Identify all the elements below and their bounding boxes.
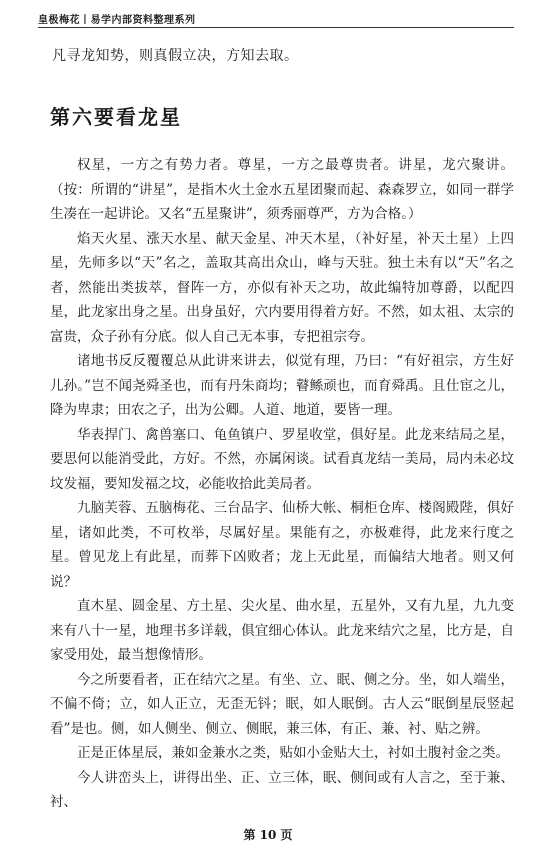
paragraph: 焰天火星、涨天水星、献天金星、冲天木星，（补好星，补天土星）上四星，先师多以“天”名之，盖取其高出众山，峰与天驻。独土未有以“天”名之者，然能出类拔萃，督阵一方，亦似有补天之功，故此编特加尊爵，以配四星，此龙家出身之星。出身虽好，穴内要用得着方好。不然，如太祖、太宗的富贵，众子孙有分底。似人自己无本事，专把祖宗夸。 — [50, 230, 514, 345]
paragraph: 权星，一方之有势力者。尊星，一方之最尊贵者。讲星，龙穴聚讲。（按：所谓的“讲星”，是指木火土金水五星团聚而起、森森罗立，如同一群学生凑在一起讲论。又名“五星聚讲”，须秀丽尊严，方为合格。） — [50, 157, 514, 222]
paragraph: 华表捍门、禽兽塞口、龟鱼镇户、罗星收堂，俱好星。此龙来结局之星，要思何以能消受此，方好。不然，亦属闲谈。试看真龙结一美局，局内未必坟坟发福，要知发福之坟，必能收拾此美局者。 — [50, 426, 514, 492]
paragraph: 正是正体星辰，兼如金兼水之类，贴如小金贴大土，衬如土腹衬金之类。 — [77, 745, 509, 761]
body-text — [50, 153, 514, 815]
intro-line: 凡寻龙知势，则真假立决，方知去取。 — [52, 48, 299, 64]
paragraph: 今人讲峦头上，讲得出坐、正、立三体，眠、侧间或有人言之，至于兼、衬、 — [50, 769, 514, 810]
header-divider — [38, 27, 514, 28]
paragraph: 九脑芙蓉、五脑梅花、三台品字、仙桥大帐、桐柜仓库、楼阁殿陛，俱好星，诸如此类，不可枚举，尽属好星。果能有之，亦极难得，此龙来行度之星。曾见龙上有此星，而葬下凶败者；龙上无此星，而偏结大地者。则又何说？ — [50, 500, 514, 590]
paragraph: 直木星、圆金星、方土星、尖火星、曲水星，五星外，又有九星，九九变来有八十一星，地理书多详载，俱宜细心体认。此龙来结穴之星，比方是，自家受用处，最当想像情形。 — [50, 598, 514, 663]
page-number: 第 10 页 — [243, 828, 293, 842]
section-title: 第六要看龙星 — [50, 105, 182, 129]
paragraph: 诸地书反反覆覆总从此讲来讲去，似觉有理，乃曰：“有好祖宗，方生好儿孙。”岂不闻尧舜圣也，而有丹朱商均；瞽鲧顽也，而育舜禹。且仕宦之儿，降为卑隶；田农之子，出为公卿。人道、地道，要皆一理。 — [50, 353, 514, 418]
paragraph: 今之所要看者，正在结穴之星。有坐、立、眠、侧之分。坐，如人端坐，不偏不倚；立，如人正立，无歪无钭；眠，如人眠倒。古人云“眠倒星辰竖起看”是也。侧，如人侧坐、侧立、侧眠，兼三体，有正、兼、衬、贴之辨。 — [50, 671, 514, 737]
running-header: 皇极梅花丨易学内部资料整理系列 — [38, 15, 196, 26]
